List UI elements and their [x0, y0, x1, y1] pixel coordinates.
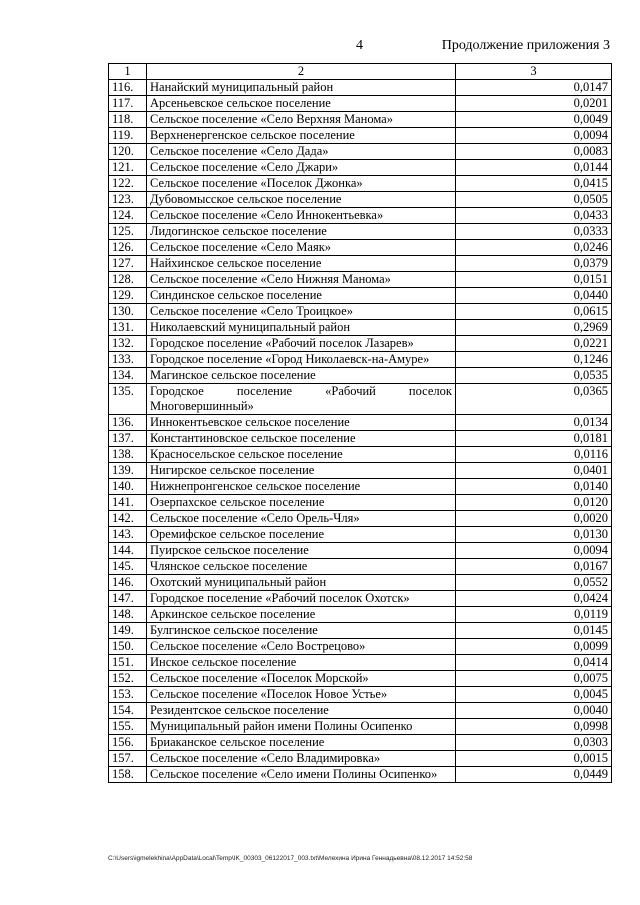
row-name: Муниципальный район имени Полины Осипенко: [147, 719, 456, 735]
row-name: Бриаканское сельское поселение: [147, 735, 456, 751]
table-row: [109, 272, 612, 288]
row-name: Булгинское сельское поселение: [147, 623, 456, 639]
table-row: [109, 176, 612, 192]
page-number: 4: [356, 38, 363, 53]
row-value: 0,0415: [456, 176, 612, 192]
row-number: 147.: [109, 591, 147, 607]
table-row: [109, 591, 612, 607]
table-row: [109, 144, 612, 160]
column-header-3: 3: [456, 64, 612, 80]
row-name: Городское поселение «Рабочий поселок Лазарев»: [147, 336, 456, 352]
row-number: 136.: [109, 415, 147, 431]
row-number: 152.: [109, 671, 147, 687]
row-value: 0,0020: [456, 511, 612, 527]
row-value: 0,0333: [456, 224, 612, 240]
row-name: Городское поселение «Рабочий поселок Многовершинный»: [147, 384, 456, 415]
row-value: 0,1246: [456, 352, 612, 368]
data-table: [108, 63, 612, 783]
row-value: 0,0083: [456, 144, 612, 160]
continuation-label: Продолжение приложения 3: [441, 38, 610, 53]
table-row: [109, 304, 612, 320]
row-name: Сельское поселение «Поселок Новое Устье»: [147, 687, 456, 703]
table-row: [109, 224, 612, 240]
row-value: 0,0094: [456, 543, 612, 559]
row-value: 0,0140: [456, 479, 612, 495]
row-name: Пуирское сельское поселение: [147, 543, 456, 559]
table-row: [109, 607, 612, 623]
row-name: Синдинское сельское поселение: [147, 288, 456, 304]
table-row: [109, 256, 612, 272]
row-name: Сельское поселение «Село Маяк»: [147, 240, 456, 256]
table-row: [109, 687, 612, 703]
row-number: 148.: [109, 607, 147, 623]
table-row: [109, 767, 612, 783]
table-row: [109, 96, 612, 112]
row-name: Нижнепронгенское сельское поселение: [147, 479, 456, 495]
table-row: [109, 703, 612, 719]
row-name: Найхинское сельское поселение: [147, 256, 456, 272]
row-value: 0,0120: [456, 495, 612, 511]
row-number: 118.: [109, 112, 147, 128]
row-number: 125.: [109, 224, 147, 240]
table-row: [109, 368, 612, 384]
row-value: 0,0075: [456, 671, 612, 687]
row-value: 0,0134: [456, 415, 612, 431]
row-number: 153.: [109, 687, 147, 703]
row-number: 139.: [109, 463, 147, 479]
row-name: Аркинское сельское поселение: [147, 607, 456, 623]
column-header-1: 1: [109, 64, 147, 80]
table-row: [109, 80, 612, 96]
table-row: [109, 384, 612, 415]
row-number: 128.: [109, 272, 147, 288]
row-number: 135.: [109, 384, 147, 415]
row-value: 0,0414: [456, 655, 612, 671]
row-value: 0,0049: [456, 112, 612, 128]
row-name: Озерпахское сельское поселение: [147, 495, 456, 511]
row-name: Резидентское сельское поселение: [147, 703, 456, 719]
row-value: 0,0147: [456, 80, 612, 96]
row-name: Верхненергенское сельское поселение: [147, 128, 456, 144]
row-value: 0,0615: [456, 304, 612, 320]
table-row: [109, 623, 612, 639]
row-value: 0,0119: [456, 607, 612, 623]
table-row: [109, 527, 612, 543]
table-row: [109, 415, 612, 431]
row-number: 144.: [109, 543, 147, 559]
table-row: [109, 479, 612, 495]
table-body: [109, 80, 612, 783]
row-name: Оремифское сельское поселение: [147, 527, 456, 543]
table-row: [109, 192, 612, 208]
row-value: 0,0401: [456, 463, 612, 479]
row-value: 0,0151: [456, 272, 612, 288]
row-name: Магинское сельское поселение: [147, 368, 456, 384]
row-number: 141.: [109, 495, 147, 511]
row-number: 138.: [109, 447, 147, 463]
table-row: [109, 671, 612, 687]
column-header-2: 2: [147, 64, 456, 80]
row-number: 126.: [109, 240, 147, 256]
row-number: 155.: [109, 719, 147, 735]
row-value: 0,0040: [456, 703, 612, 719]
row-name: Члянское сельское поселение: [147, 559, 456, 575]
row-value: 0,0144: [456, 160, 612, 176]
row-number: 117.: [109, 96, 147, 112]
table-row: [109, 431, 612, 447]
row-name: Сельское поселение «Поселок Джонка»: [147, 176, 456, 192]
row-value: 0,0167: [456, 559, 612, 575]
row-value: 0,0379: [456, 256, 612, 272]
table-row: [109, 240, 612, 256]
row-name: Охотский муниципальный район: [147, 575, 456, 591]
table-row: [109, 352, 612, 368]
row-name: Константиновское сельское поселение: [147, 431, 456, 447]
row-name: Сельское поселение «Село Нижняя Манома»: [147, 272, 456, 288]
table-row: [109, 511, 612, 527]
row-name: Сельское поселение «Село имени Полины Осипенко»: [147, 767, 456, 783]
table-row: [109, 655, 612, 671]
row-name: Красносельское сельское поселение: [147, 447, 456, 463]
row-number: 122.: [109, 176, 147, 192]
row-value: 0,0424: [456, 591, 612, 607]
row-value: 0,0201: [456, 96, 612, 112]
row-number: 119.: [109, 128, 147, 144]
row-number: 149.: [109, 623, 147, 639]
row-number: 146.: [109, 575, 147, 591]
row-number: 123.: [109, 192, 147, 208]
row-name: Сельское поселение «Село Орель-Чля»: [147, 511, 456, 527]
row-value: 0,0099: [456, 639, 612, 655]
table-row: [109, 320, 612, 336]
table-row: [109, 463, 612, 479]
row-name: Сельское поселение «Поселок Морской»: [147, 671, 456, 687]
table-row: [109, 559, 612, 575]
table-row: [109, 751, 612, 767]
row-value: 0,0433: [456, 208, 612, 224]
row-name: Сельское поселение «Село Троицкое»: [147, 304, 456, 320]
table-row: [109, 735, 612, 751]
row-name: Лидогинское сельское поселение: [147, 224, 456, 240]
row-name: Инское сельское поселение: [147, 655, 456, 671]
row-value: 0,0015: [456, 751, 612, 767]
table-row: [109, 288, 612, 304]
table-row: [109, 543, 612, 559]
row-number: 151.: [109, 655, 147, 671]
row-value: 0,0116: [456, 447, 612, 463]
row-value: 0,0552: [456, 575, 612, 591]
row-value: 0,0246: [456, 240, 612, 256]
row-name: Дубовомысское сельское поселение: [147, 192, 456, 208]
row-name: Нанайский муниципальный район: [147, 80, 456, 96]
row-number: 134.: [109, 368, 147, 384]
row-name: Сельское поселение «Село Верхняя Манома»: [147, 112, 456, 128]
row-number: 133.: [109, 352, 147, 368]
row-number: 140.: [109, 479, 147, 495]
row-number: 130.: [109, 304, 147, 320]
row-value: 0,0303: [456, 735, 612, 751]
row-value: 0,0145: [456, 623, 612, 639]
row-number: 158.: [109, 767, 147, 783]
row-name: Николаевский муниципальный район: [147, 320, 456, 336]
row-name: Нигирское сельское поселение: [147, 463, 456, 479]
row-number: 143.: [109, 527, 147, 543]
row-number: 116.: [109, 80, 147, 96]
row-number: 124.: [109, 208, 147, 224]
table-row: [109, 495, 612, 511]
row-number: 145.: [109, 559, 147, 575]
row-value: 0,0535: [456, 368, 612, 384]
table-row: [109, 112, 612, 128]
table-row: [109, 719, 612, 735]
table-row: [109, 208, 612, 224]
table-row: [109, 160, 612, 176]
row-number: 132.: [109, 336, 147, 352]
row-value: 0,0449: [456, 767, 612, 783]
row-value: 0,0505: [456, 192, 612, 208]
footer-path: C:\Users\igmelekhina\AppData\Local\Temp\IK_00303_06122017_003.txt\Мелехина Ирина Геннадьевна\08.12.2017 14:52:58: [108, 855, 473, 862]
row-name: Городское поселение «Город Николаевск-на-Амуре»: [147, 352, 456, 368]
row-name: Сельское поселение «Село Иннокентьевка»: [147, 208, 456, 224]
table-row: [109, 447, 612, 463]
row-name: Городское поселение «Рабочий поселок Охотск»: [147, 591, 456, 607]
row-value: 0,0181: [456, 431, 612, 447]
row-name: Иннокентьевское сельское поселение: [147, 415, 456, 431]
table-row: [109, 336, 612, 352]
table-row: [109, 128, 612, 144]
row-value: 0,0045: [456, 687, 612, 703]
row-value: 0,0094: [456, 128, 612, 144]
row-number: 120.: [109, 144, 147, 160]
row-number: 131.: [109, 320, 147, 336]
row-name: Сельское поселение «Село Владимировка»: [147, 751, 456, 767]
row-number: 154.: [109, 703, 147, 719]
row-value: 0,0998: [456, 719, 612, 735]
row-name: Сельское поселение «Село Дада»: [147, 144, 456, 160]
row-number: 121.: [109, 160, 147, 176]
row-value: 0,0365: [456, 384, 612, 415]
row-value: 0,2969: [456, 320, 612, 336]
row-number: 129.: [109, 288, 147, 304]
row-number: 137.: [109, 431, 147, 447]
row-number: 157.: [109, 751, 147, 767]
table-row: [109, 639, 612, 655]
row-value: 0,0130: [456, 527, 612, 543]
table-header-row: [109, 64, 612, 80]
row-name: Сельское поселение «Село Джари»: [147, 160, 456, 176]
row-number: 142.: [109, 511, 147, 527]
row-number: 127.: [109, 256, 147, 272]
table-row: [109, 575, 612, 591]
row-name: Сельское поселение «Село Вострецово»: [147, 639, 456, 655]
row-value: 0,0440: [456, 288, 612, 304]
row-value: 0,0221: [456, 336, 612, 352]
row-number: 150.: [109, 639, 147, 655]
row-number: 156.: [109, 735, 147, 751]
row-name: Арсеньевское сельское поселение: [147, 96, 456, 112]
